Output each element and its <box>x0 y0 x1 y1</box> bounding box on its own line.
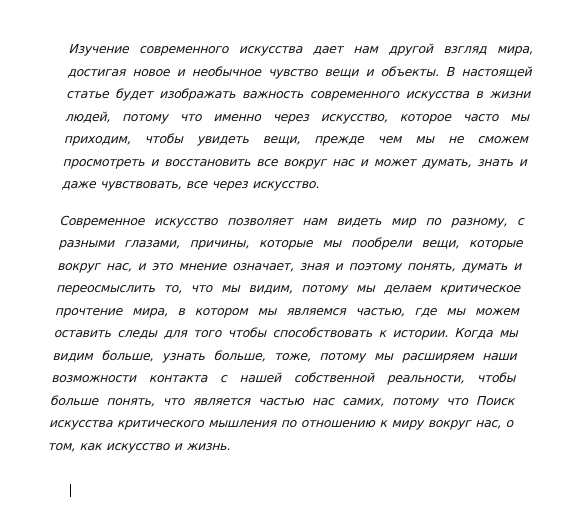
text-cursor <box>70 484 71 497</box>
document-body[interactable] <box>48 38 534 457</box>
paragraph-2: Современное искусство позволяет нам видеть мир по разному, с разными глазами, причины, которые мы пообрели вещи, которые вокруг нас, и это мнение означает, зная и поэтому понять, думать и переосмыслить то, что мы видим, потому мы делаем критическое прочтение мира, в котором мы являемся частью, где мы можем оставить следы для того чтобы способствовать к истории. Когда мы видим больше, узнать больше, тоже, потому мы расширяем наши возможности контакта с нашей собственной реальности, чтобы больше понять, что является частью нас самих, потому что Поиск искусства критического мышления по отношению к миру вокруг нас, о том, как искусство и жизнь. <box>48 212 525 453</box>
paragraph-1: Изучение современного искусства дает нам другой взгляд мира, достигая новое и необычное чувство вещи и объекты. В настоящей статье будет изображать важность современного искусства в жизни людей, потому что именно через искусство, которое часто мы приходим, чтобы увидеть вещи, прежде чем мы не сможем просмотреть и восстановить все вокруг нас и может думать, знать и даже чувствовать, все через искусство. <box>61 41 534 191</box>
